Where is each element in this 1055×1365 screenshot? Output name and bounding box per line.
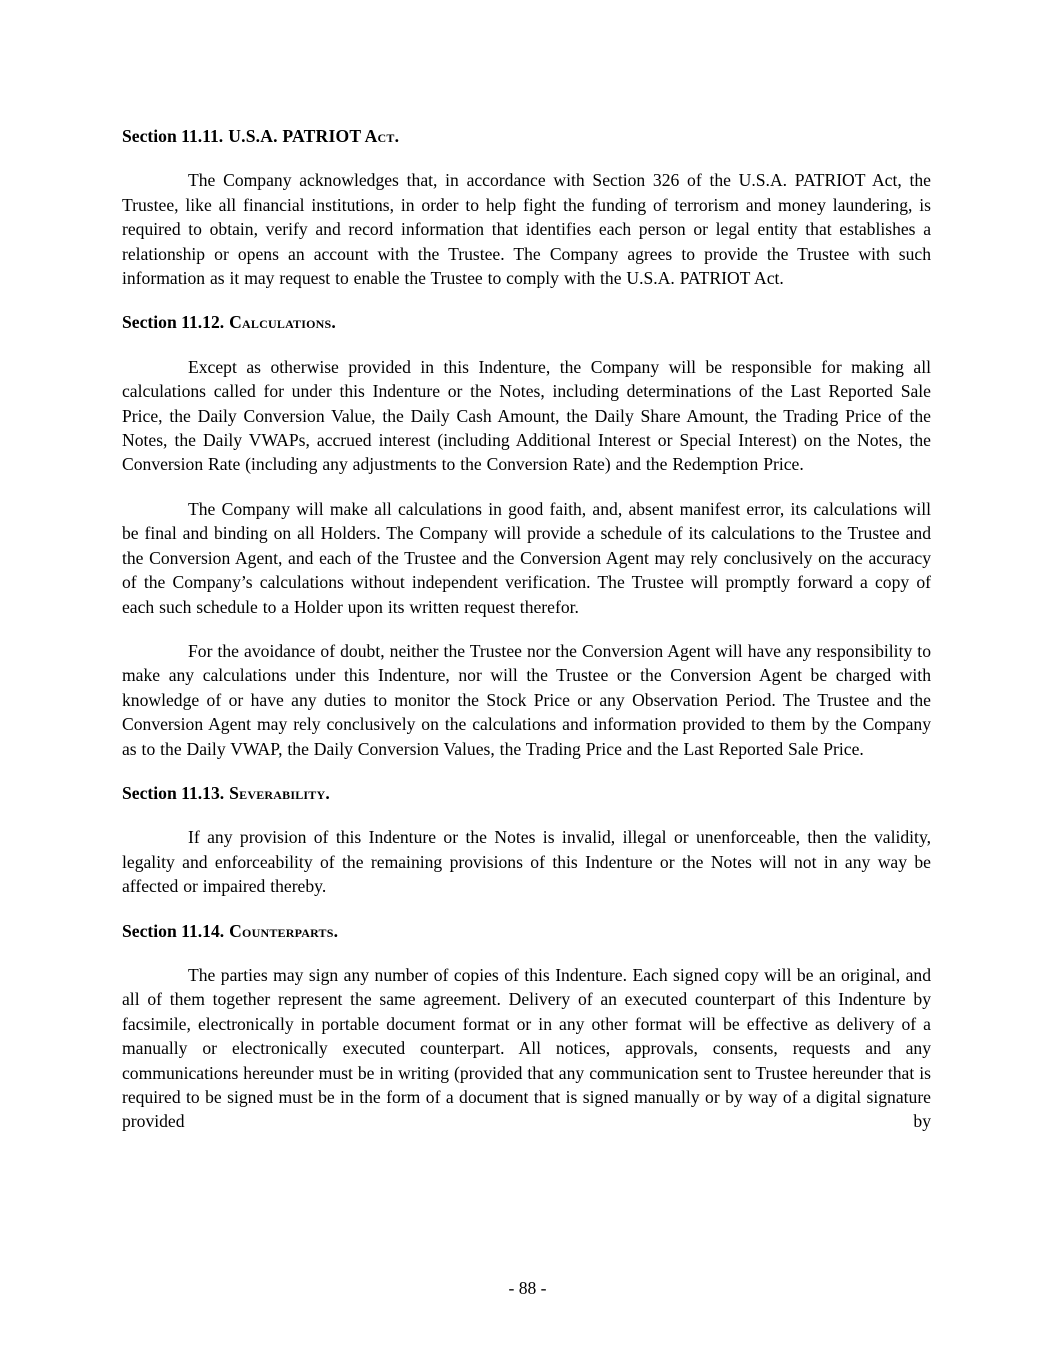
paragraph: The Company acknowledges that, in accordance with Section 326 of the U.S.A. PATRIOT Act, the Trustee, like all financial institutions, in order to help fight the funding of terrorism and money laundering, is required to obtain, verify and record information that identifies each person or legal entity that establishes a relationship or opens an account with the Trustee. The Company agrees to provide the Trustee with such information as it may request to enable the Trustee to comply with the U.S.A. PATRIOT Act. xyxy=(122,170,931,289)
section-11-13 xyxy=(122,781,931,899)
paragraph: For the avoidance of doubt, neither the Trustee nor the Conversion Agent will have any responsibility to make any calculations under this Indenture, nor will the Trustee or the Conversion Agent be charged with knowledge of or have any duties to monitor the Stock Price or any Observation Period. The Trustee and the Conversion Agent may rely conclusively on the calculations and information provided to them by the Company as to the Daily VWAP, the Daily Conversion Values, the Trading Price and the Last Reported Sale Price. xyxy=(122,640,931,759)
section-heading-11-14 xyxy=(122,919,931,943)
section-number: Section 11.13. xyxy=(122,782,225,803)
section-number: Section 11.11. xyxy=(122,126,224,146)
section-heading-11-11 xyxy=(122,124,931,148)
section-11-12 xyxy=(122,310,931,761)
section-title: Severability. xyxy=(229,782,330,803)
paragraph: The Company will make all calculations in good faith, and, absent manifest error, its calculations will be final and binding on all Holders. The Company will provide a schedule of its calculations to the Trustee and the Conversion Agent, and each of the Trustee and the Conversion Agent may rely conclusively on the accuracy of the Company’s calculations without independent verification. The Trustee will promptly forward a copy of each such schedule to a Holder upon its written request therefor. xyxy=(122,498,931,617)
page-number: - 88 - xyxy=(508,1278,547,1298)
section-11-14 xyxy=(122,919,931,1134)
paragraph: The parties may sign any number of copies of this Indenture. Each signed copy will be an original, and all of them together represent the same agreement. Delivery of an executed counterpart of this Indenture by facsimile, electronically in portable document format or in any other format will be effective as delivery of a manually or electronically executed counterpart. All notices, approvals, consents, requests and any communications hereunder must be in writing (provided that any communication sent to Trustee hereunder that is required to be signed must be in the form of a document that is signed manually or by way of a digital signature provided by xyxy=(122,964,931,1132)
page-footer xyxy=(0,1276,1055,1300)
section-number: Section 11.12. xyxy=(122,312,225,333)
section-title: U.S.A. PATRIOT Act. xyxy=(228,126,400,146)
section-heading-11-13 xyxy=(122,781,931,805)
section-title: Counterparts. xyxy=(229,920,339,941)
paragraph: Except as otherwise provided in this Indenture, the Company will be responsible for making all calculations called for under this Indenture or the Notes, including determinations of the Last Reported Sale Price, the Daily Conversion Value, the Daily Cash Amount, the Daily Share Amount, the Trading Price of the Notes, the Daily VWAPs, accrued interest (including Additional Interest or Special Interest) on the Notes, the Conversion Rate (including any adjustments to the Conversion Rate) and the Redemption Price. xyxy=(122,356,931,475)
section-number: Section 11.14. xyxy=(122,920,225,941)
section-11-11 xyxy=(122,124,931,290)
section-heading-11-12 xyxy=(122,310,931,334)
paragraph: If any provision of this Indenture or the Notes is invalid, illegal or unenforceable, then the validity, legality and enforceability of the remaining provisions of this Indenture or the Notes will not in any way be affected or impaired thereby. xyxy=(122,827,931,897)
section-title: Calculations. xyxy=(229,312,336,333)
